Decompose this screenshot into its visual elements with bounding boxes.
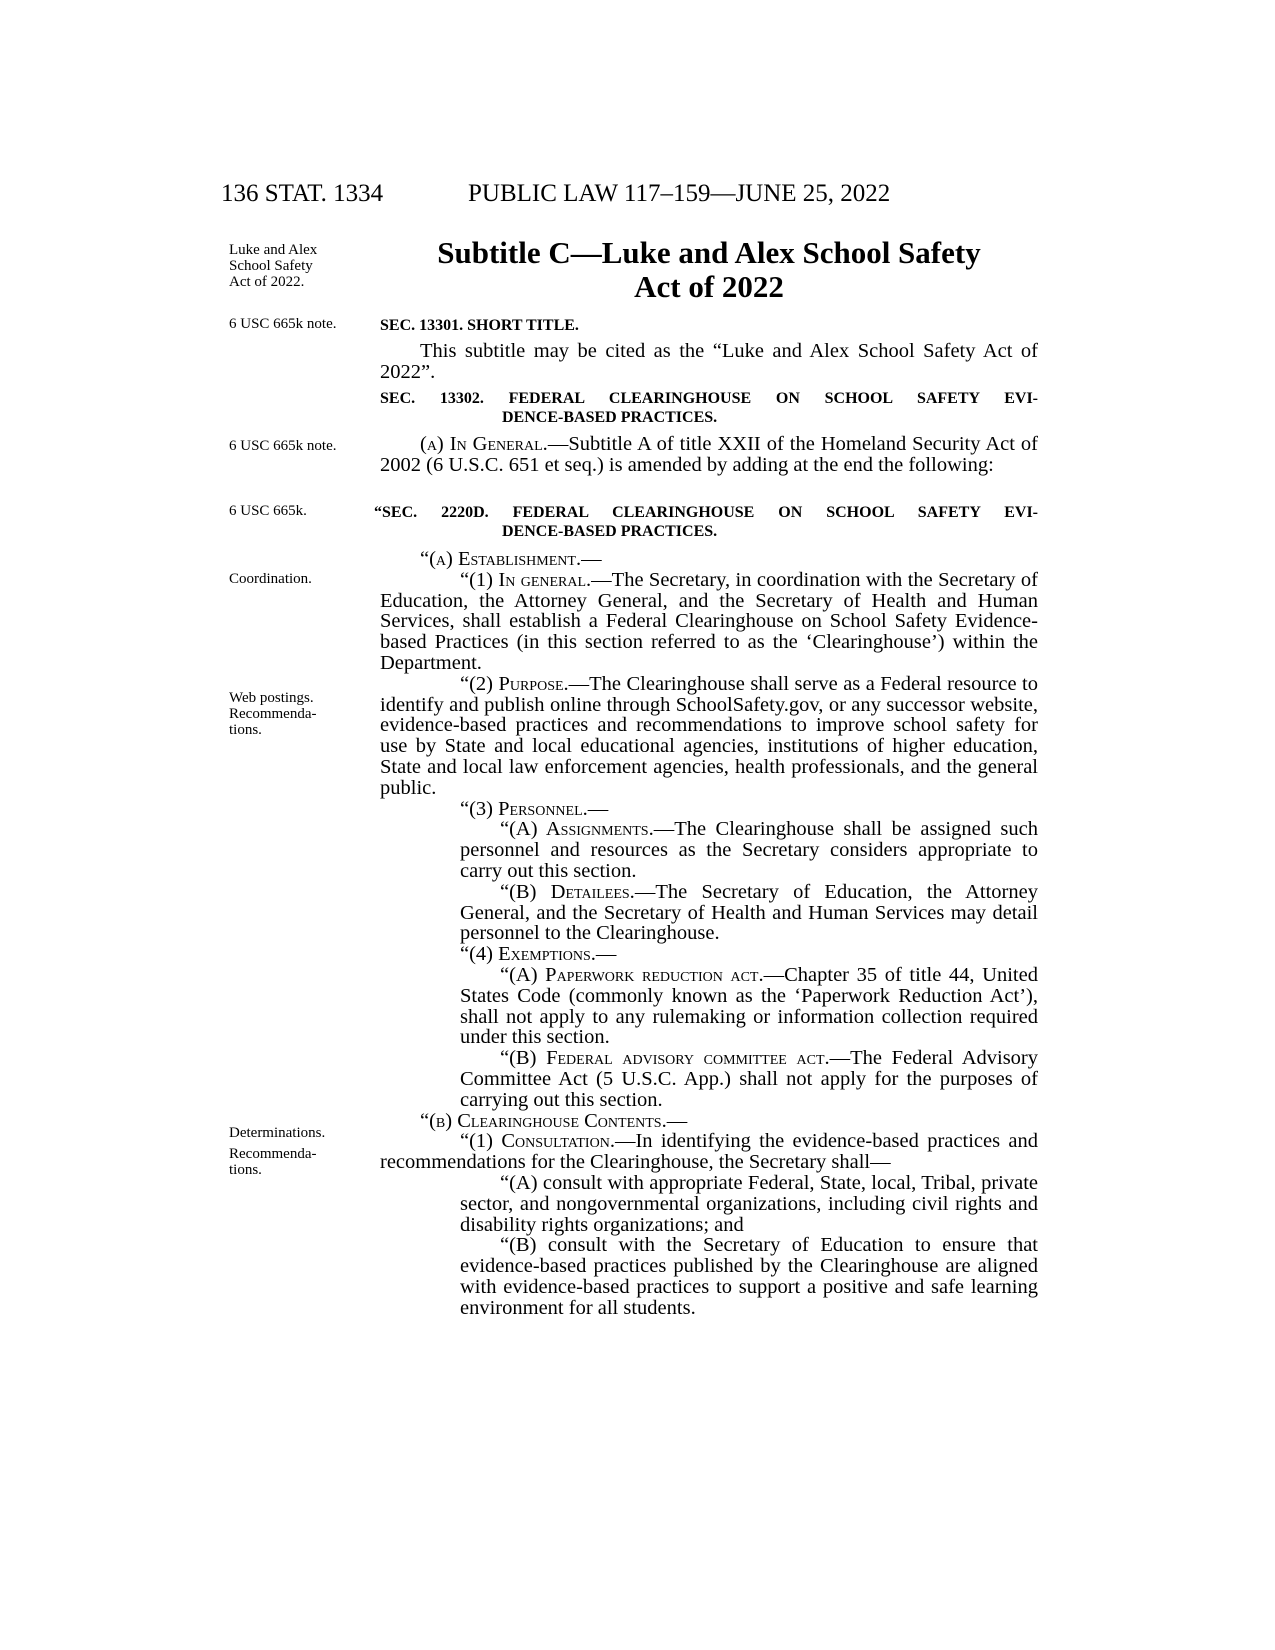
paragraph-b1-text: —In identifying the evidence-based practices and recommendations for the Clearinghouse, the Secretary shall— xyxy=(380,1130,1038,1174)
paragraph-a4-items xyxy=(380,965,1038,1111)
subsection-b-heading: “(b) Clearinghouse Contents.— xyxy=(420,1109,688,1132)
margin-note-usc-1: 6 USC 665k note. xyxy=(229,316,337,332)
subparagraph-a3A-label: “(A) Assignments. xyxy=(500,818,654,841)
margin-note-usc-665k: 6 USC 665k. xyxy=(229,503,307,519)
subparagraph-a3B xyxy=(460,882,1038,944)
paragraph-a3-heading: “(3) Personnel.— xyxy=(460,797,609,820)
subtitle-heading-line-2: Act of 2022 xyxy=(634,269,784,304)
margin-note-subtitle: Luke and Alex School Safety Act of 2022. xyxy=(229,242,318,290)
subparagraph-b1B: “(B) consult with the Secretary of Education to ensure that evidence-based practices published by the Clearinghouse are aligned with evidence-based practices to support a positive and safe learning environment for all students. xyxy=(460,1234,1038,1319)
paragraph-a2 xyxy=(380,674,1038,799)
paragraph-a1 xyxy=(380,570,1038,674)
paragraph-a3-items xyxy=(380,819,1038,944)
sec-2220d-heading-line-1: “SEC. 2220D. FEDERAL CLEARINGHOUSE ON SCHOOL SAFETY EVI- xyxy=(374,504,1038,521)
paragraph-b1-items xyxy=(380,1173,1038,1319)
margin-note-coordination: Coordination. xyxy=(229,571,312,587)
sec-13302-a-paragraph xyxy=(380,434,1038,476)
margin-note-web-postings: Web postings. xyxy=(229,690,314,706)
sec-13301-text: This subtitle may be cited as the “Luke and Alex School Safety Act of 2022”. xyxy=(380,340,1038,383)
sec-13302-heading xyxy=(380,389,1038,427)
margin-note-usc-2: 6 USC 665k note. xyxy=(229,438,337,454)
subtitle-heading xyxy=(380,236,1038,304)
subparagraph-a4A-text: —Chapter 35 of title 44, United States Code (commonly known as the ‘Paperwork Reduction Act’), shall not apply to any rulemaking or information collection required under this section. xyxy=(460,963,1038,1049)
subparagraph-a3A-text: —The Clearinghouse shall be assigned such personnel and resources as the Secretary considers appropriate to carry out this section. xyxy=(460,818,1039,882)
statute-page-number: 136 STAT. 1334 xyxy=(221,180,384,207)
sec-2220d-heading xyxy=(374,503,1038,541)
paragraph-b1-label: “(1) Consultation. xyxy=(460,1130,615,1153)
subsection-a-heading: “(a) Establishment.— xyxy=(420,548,602,570)
subparagraph-a4A-label: “(A) Paperwork reduction act. xyxy=(500,963,764,986)
margin-note-determinations: Determinations. xyxy=(229,1125,326,1141)
subparagraph-a4B-label: “(B) Federal advisory committee act. xyxy=(500,1047,830,1070)
paragraph-b1 xyxy=(380,1131,1038,1173)
subparagraph-a3B-text: —The Secretary of Education, the Attorney General, and the Secretary of Health and Human Services may detail personnel to the Clearinghouse. xyxy=(460,880,1038,945)
subparagraph-a3A xyxy=(460,819,1038,881)
paragraph-a1-label: “(1) In general. xyxy=(460,568,592,591)
sec-2220d-heading-line-2: DENCE-BASED PRACTICES. xyxy=(502,523,718,540)
paragraph-a2-label: “(2) Purpose. xyxy=(460,672,569,695)
margin-note-recommendations-2: Recommenda-tions. xyxy=(229,1146,317,1178)
subparagraph-a3B-label: “(B) Detailees. xyxy=(500,880,635,903)
sec-13301-text-block xyxy=(380,341,1038,383)
sec-13302-heading-line-2: DENCE-BASED PRACTICES. xyxy=(502,409,718,426)
paragraph-a1-text: —The Secretary, in coordination with the Secretary of Education, the Attorney General, and the Secretary of Health and Human Services, shall establish a Federal Clearinghouse on School Safety Evidence-based Practices (in this section referred to as the ‘Clearinghouse’) within the Department. xyxy=(380,568,1038,674)
subparagraph-a4B-text: —The Federal Advisory Committee Act (5 U.S.C. App.) shall not apply for the purposes of carrying out this section. xyxy=(460,1047,1038,1111)
paragraph-a4-heading: “(4) Exemptions.— xyxy=(460,943,617,966)
subparagraph-a4A xyxy=(460,965,1038,1048)
margin-note-recommendations-1: Recommenda-tions. xyxy=(229,706,317,738)
subtitle-heading-line-1: Subtitle C—Luke and Alex School Safety xyxy=(437,235,981,270)
sec-13302-a-label: (a) In General. xyxy=(420,433,548,455)
running-header: PUBLIC LAW 117–159—JUNE 25, 2022 xyxy=(468,180,891,207)
subparagraph-b1A: “(A) consult with appropriate Federal, State, local, Tribal, private sector, and nongovernmental organizations, including civil rights and disability rights organizations; and xyxy=(460,1171,1038,1236)
paragraph-a2-text: —The Clearinghouse shall serve as a Federal resource to identify and publish online through SchoolSafety.gov, or any successor website, evidence-based practices and recommendations to improve school safety for use by State and local educational agencies, institutions of higher education, State and local law enforcement agencies, health professionals, and the general public. xyxy=(380,672,1038,799)
sec-2220d-body xyxy=(380,549,1038,1318)
subparagraph-a4B xyxy=(460,1048,1038,1110)
sec-13302-a-block xyxy=(380,434,1038,476)
sec-13302-a-text: —Subtitle A of title XXII of the Homeland Security Act of 2002 (6 U.S.C. 651 et seq.) is amended by adding at the end the following: xyxy=(380,433,1038,476)
sec-13301-heading: SEC. 13301. SHORT TITLE. xyxy=(380,317,579,334)
sec-13302-heading-line-1: SEC. 13302. FEDERAL CLEARINGHOUSE ON SCHOOL SAFETY EVI- xyxy=(380,390,1038,407)
